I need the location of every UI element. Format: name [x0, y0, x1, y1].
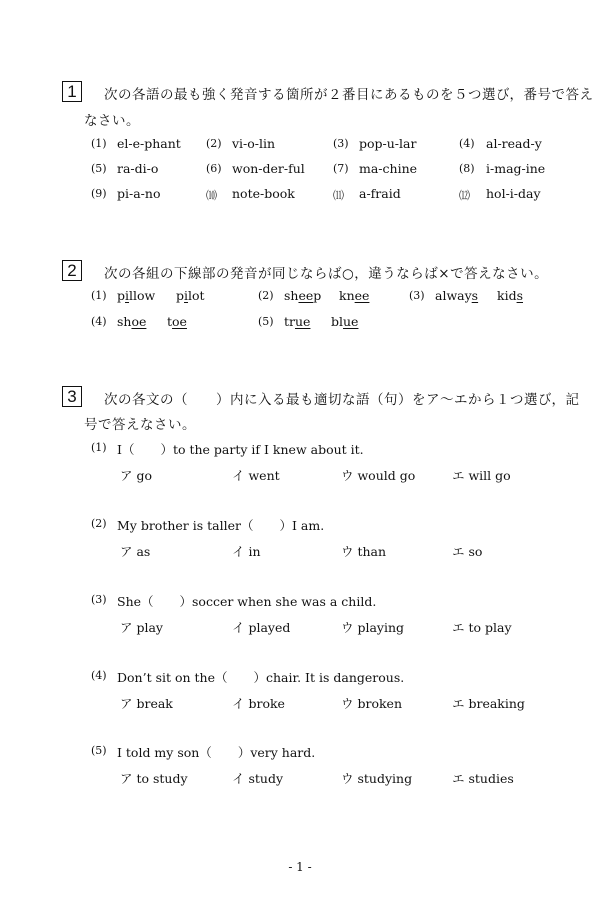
q2-word-a: sheep: [284, 288, 322, 303]
q3-sentence: I told my son（ ）very hard.: [117, 745, 316, 760]
q3-choice: ア as: [120, 544, 151, 559]
q1-item-number: (9): [91, 187, 107, 200]
q1-item-word: al-read-y: [486, 136, 542, 151]
q1-instruction-line2: なさい。: [84, 113, 140, 129]
q3-choice: ウ would go: [341, 468, 416, 483]
q1-item-word: pi-a-no: [117, 186, 161, 201]
underlined-part: i: [125, 288, 130, 303]
q3-sentence: Don’t sit on the（ ）chair. It is dangerous.: [117, 670, 405, 685]
underlined-part: ue: [343, 314, 359, 329]
q3-question-number: (5): [91, 744, 107, 757]
q1-item-number: (7): [333, 162, 349, 175]
q3-choice: エ breaking: [452, 696, 525, 711]
q1-item-number: (6): [206, 162, 222, 175]
q1-item-word: pop-u-lar: [359, 136, 417, 151]
q1-instruction-line1: 次の各語の最も強く発音する箇所が２番目にあるものを５つ選び，番号で答え: [104, 87, 594, 103]
q3-choice: エ to play: [452, 620, 512, 635]
q1-number-box: 1: [62, 81, 82, 102]
q3-instruction-line2: 号で答えなさい。: [84, 417, 196, 433]
q1-item-word: ra-di-o: [117, 161, 159, 176]
underlined-part: ee: [354, 288, 370, 303]
q1-item-number: ⑾: [333, 189, 344, 202]
q3-sentence: She（ ）soccer when she was a child.: [117, 594, 377, 609]
q2-pair-number: (2): [258, 289, 274, 302]
q3-choice: ウ than: [341, 544, 387, 559]
q2-word-a: always: [435, 288, 479, 303]
q3-choice: ウ studying: [341, 771, 413, 786]
q2-word-b: knee: [339, 288, 370, 303]
q2-instruction: 次の各組の下線部の発音が同じならば○，違うならば×で答えなさい。: [104, 266, 549, 282]
q1-item-number: (4): [459, 137, 475, 150]
page-number: - 1 -: [288, 860, 312, 874]
q3-choice: イ in: [232, 544, 261, 559]
q1-item-word: vi-o-lin: [232, 136, 276, 151]
underlined-part: ue: [295, 314, 311, 329]
q1-item-word: ma-chine: [359, 161, 418, 176]
q2-word-b: toe: [167, 314, 187, 329]
underlined-part: s: [471, 288, 479, 303]
q1-item-word: a-fraid: [359, 186, 401, 201]
q1-item-number: (1): [91, 137, 107, 150]
q3-question-number: (1): [91, 441, 107, 454]
q2-word-b: pilot: [176, 288, 205, 303]
q3-question-number: (2): [91, 517, 107, 530]
q3-choice: ウ playing: [341, 620, 405, 635]
q3-choice: イ broke: [232, 696, 285, 711]
q2-pair-number: (3): [409, 289, 425, 302]
q1-item-number: (2): [206, 137, 222, 150]
q3-choice: イ went: [232, 468, 280, 483]
q1-item-number: ⑿: [459, 189, 470, 202]
q3-choice: ア to study: [120, 771, 188, 786]
q2-pair-number: (1): [91, 289, 107, 302]
q1-item-word: hol-i-day: [486, 186, 541, 201]
q2-word-b: kids: [497, 288, 523, 303]
q2-pair-number: (4): [91, 315, 107, 328]
q3-choice: イ study: [232, 771, 284, 786]
q3-choice: ア go: [120, 468, 153, 483]
q2-word-a: pillow: [117, 288, 156, 303]
q2-word-a: true: [284, 314, 311, 329]
q3-question-number: (4): [91, 669, 107, 682]
q1-item-number: (3): [333, 137, 349, 150]
underlined-part: s: [516, 288, 523, 303]
q1-item-word: note-book: [232, 186, 295, 201]
q1-item-number: (5): [91, 162, 107, 175]
q3-number-box: 3: [62, 386, 82, 407]
q3-choice: ア play: [120, 620, 163, 635]
q3-choice: ア break: [120, 696, 173, 711]
q3-choice: エ will go: [452, 468, 511, 483]
q2-number-box: 2: [62, 260, 82, 281]
q3-choice: ウ broken: [341, 696, 402, 711]
q2-word-a: shoe: [117, 314, 147, 329]
q3-sentence: I（ ）to the party if I knew about it.: [117, 442, 364, 457]
q3-choice: エ so: [452, 544, 483, 559]
underlined-part: oe: [131, 314, 147, 329]
q3-question-number: (3): [91, 593, 107, 606]
underlined-part: ee: [298, 288, 314, 303]
underlined-part: i: [184, 288, 189, 303]
q1-item-word: i-mag-ine: [486, 161, 546, 176]
q3-choice: エ studies: [452, 771, 514, 786]
q3-choice: イ played: [232, 620, 291, 635]
q1-item-word: won-der-ful: [232, 161, 305, 176]
q3-instruction-line1: 次の各文の（ ）内に入る最も適切な語（句）をア～エから１つ選び，記: [104, 392, 580, 408]
q1-item-number: (8): [459, 162, 475, 175]
q1-item-number: ⑽: [206, 189, 217, 202]
underlined-part: oe: [172, 314, 187, 329]
q3-sentence: My brother is taller（ ）I am.: [117, 518, 325, 533]
q2-pair-number: (5): [258, 315, 274, 328]
q1-item-word: el-e-phant: [117, 136, 181, 151]
q2-word-b: blue: [331, 314, 359, 329]
